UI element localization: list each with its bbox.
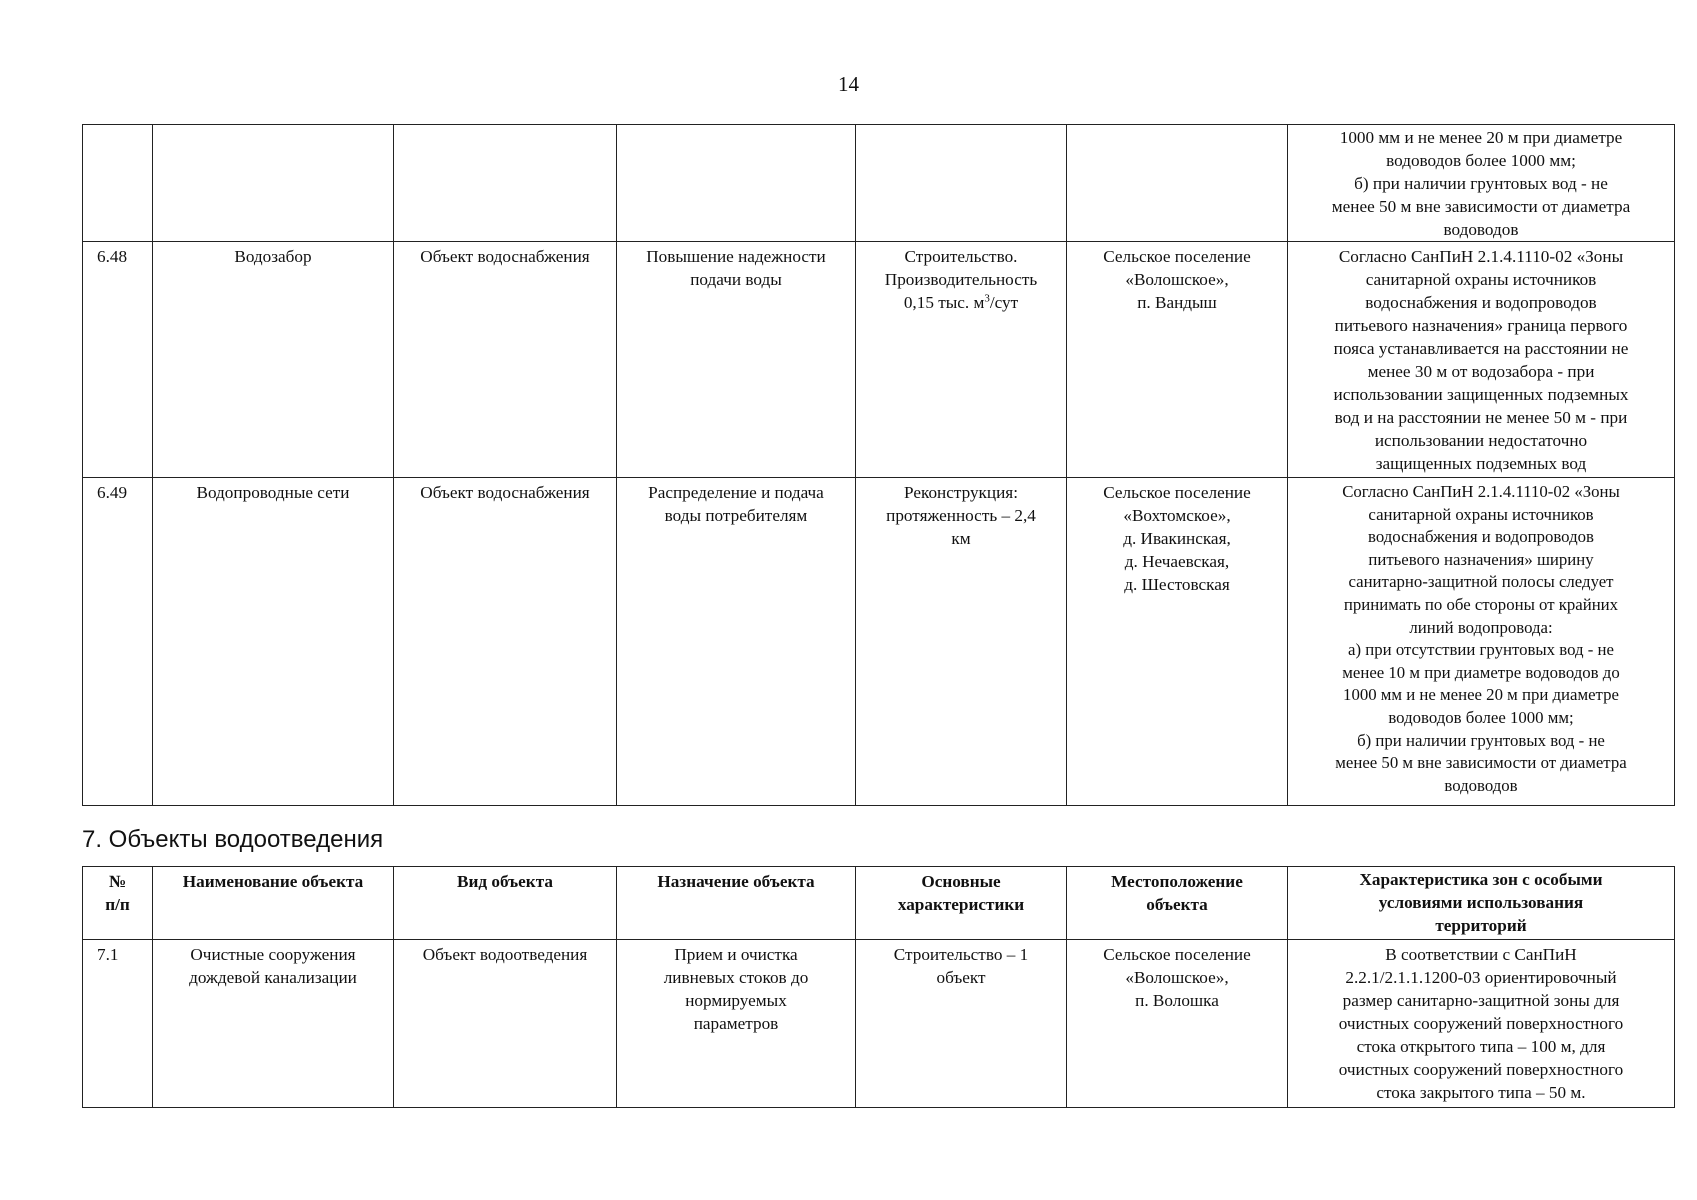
characteristics-text: Строительство. Производительность 0,15 тыс. м bbox=[884, 247, 1038, 312]
zone-characteristics: 1000 мм и не менее 20 м при диаметре водоводов более 1000 мм; б) при наличии грунтовых вод - не менее 50 м вне зависимости от диаметра водоводов bbox=[1288, 125, 1675, 242]
section-heading: 7. Объекты водоотведения bbox=[82, 826, 384, 853]
object-purpose bbox=[617, 125, 856, 242]
zone-characteristics: Согласно СанПиН 2.1.4.1110-02 «Зоны санитарной охраны источников водоснабжения и водопроводов питьевого назначения» граница первого пояса устанавливается на расстоянии не менее 30 м от водозабора - при использовании защищенных подземных вод и на расстоянии не менее 50 м - при использовании недостаточно защищенных подземных вод bbox=[1288, 242, 1675, 478]
object-purpose: Распределение и подача воды потребителям bbox=[617, 478, 856, 806]
object-characteristics: Реконструкция: протяженность – 2,4 км bbox=[856, 478, 1067, 806]
object-location bbox=[1067, 125, 1288, 242]
characteristics-unit: /сут bbox=[989, 293, 1019, 312]
header-object-purpose: Назначение объекта bbox=[617, 867, 856, 940]
row-number: 7.1 bbox=[83, 940, 153, 1108]
object-type bbox=[394, 125, 617, 242]
header-object-type: Вид объекта bbox=[394, 867, 617, 940]
header-number: № п/п bbox=[83, 867, 153, 940]
header-object-name: Наименование объекта bbox=[153, 867, 394, 940]
object-purpose: Повышение надежности подачи воды bbox=[617, 242, 856, 478]
water-supply-table-continued bbox=[82, 124, 1675, 806]
zone-characteristics: Согласно СанПиН 2.1.4.1110-02 «Зоны санитарной охраны источников водоснабжения и водопроводов питьевого назначения» ширину санитарно-защитной полосы следует принимать по обе стороны от крайних линий водопровода: а) при отсутствии грунтовых вод - не менее 10 м при диаметре водоводов до 1000 мм и не менее 20 м при диаметре водоводов более 1000 мм; б) при наличии грунтовых вод - не менее 50 м вне зависимости от диаметра водоводов bbox=[1288, 478, 1675, 806]
superscript-three: 3 bbox=[984, 292, 990, 305]
object-name: Водопроводные сети bbox=[153, 478, 394, 806]
table-row bbox=[83, 940, 1675, 1108]
table-row bbox=[83, 125, 1675, 242]
object-characteristics: Строительство – 1 объект bbox=[856, 940, 1067, 1108]
object-type: Объект водоотведения bbox=[394, 940, 617, 1108]
object-name bbox=[153, 125, 394, 242]
object-location: Сельское поселение «Волошское», п. Волошка bbox=[1067, 940, 1288, 1108]
header-zone-characteristics: Характеристика зон с особыми условиями использования территорий bbox=[1288, 867, 1675, 940]
object-characteristics bbox=[856, 242, 1067, 478]
table-header-row bbox=[83, 867, 1675, 940]
header-characteristics: Основные характеристики bbox=[856, 867, 1067, 940]
table-row bbox=[83, 478, 1675, 806]
object-type: Объект водоснабжения bbox=[394, 242, 617, 478]
row-number bbox=[83, 125, 153, 242]
object-location: Сельское поселение «Вохтомское», д. Ивакинская, д. Нечаевская, д. Шестовская bbox=[1067, 478, 1288, 806]
object-characteristics bbox=[856, 125, 1067, 242]
object-purpose: Прием и очистка ливневых стоков до нормируемых параметров bbox=[617, 940, 856, 1108]
table-row bbox=[83, 242, 1675, 478]
header-location: Местоположение объекта bbox=[1067, 867, 1288, 940]
object-name: Водозабор bbox=[153, 242, 394, 478]
row-number: 6.48 bbox=[83, 242, 153, 478]
object-type: Объект водоснабжения bbox=[394, 478, 617, 806]
object-name: Очистные сооружения дождевой канализации bbox=[153, 940, 394, 1108]
object-location: Сельское поселение «Волошское», п. Вандыш bbox=[1067, 242, 1288, 478]
drainage-objects-table bbox=[82, 866, 1675, 1108]
page-number: 14 bbox=[838, 72, 859, 96]
row-number: 6.49 bbox=[83, 478, 153, 806]
zone-characteristics: В соответствии с СанПиН 2.2.1/2.1.1.1200-03 ориентировочный размер санитарно-защитной зоны для очистных сооружений поверхностного стока открытого типа – 100 м, для очистных сооружений поверхностного стока закрытого типа – 50 м. bbox=[1288, 940, 1675, 1108]
